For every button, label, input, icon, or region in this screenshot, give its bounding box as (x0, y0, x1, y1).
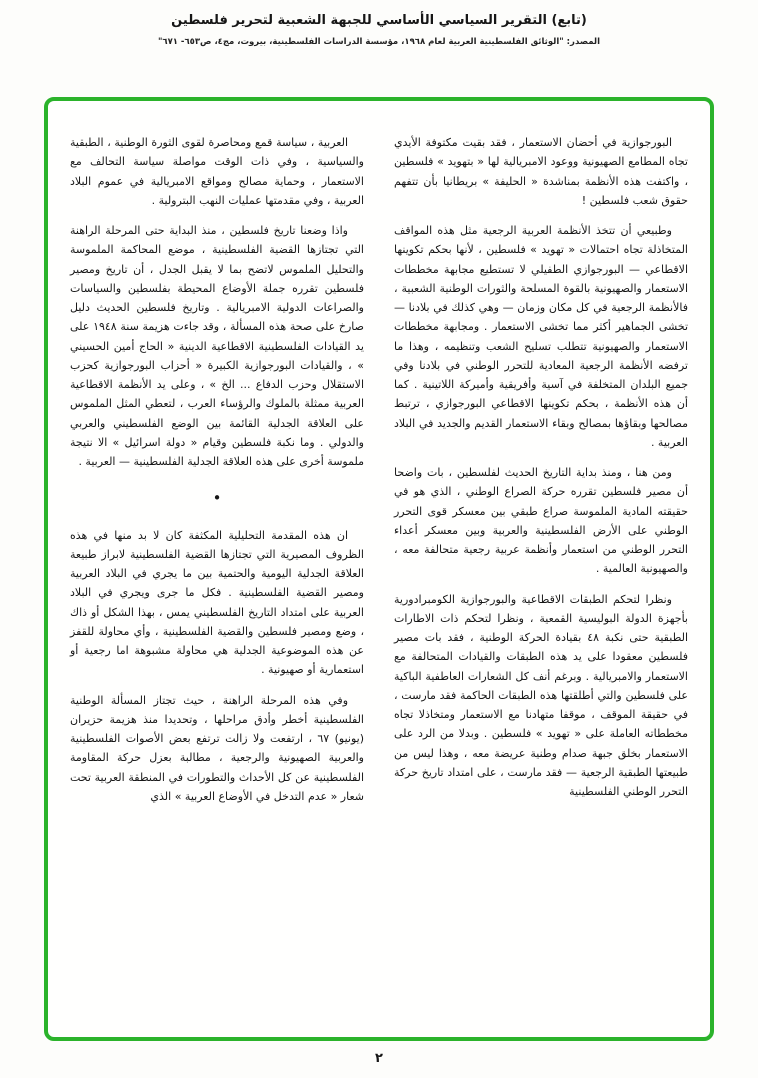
page-header (0, 0, 758, 47)
paragraph: ونظرا لتحكم الطبقات الاقطاعية والبورجوازية الكومبرادورية بأجهزة الدولة البوليسية القمعية ، ونظرا لتحكم ذات الاطارات الطبقية حتى نكبة ٤٨ بقيادة الحركة الوطنية ، فقد بات مصير فلسطين معقودا على يد هذه الطبقات والقيادات المتحالفة مع الاستعمار والامبريالية . وبرغم أنف كل الشعارات العاطفية الباكية على فلسطين والتي أطلقتها هذه الطبقات الحاكمة فقد مارست ، في حقيقة الموقف ، موقفا متهادنا مع الاستعمار ومتخاذلا تجاه مخططاته العاملة على « تهويد » فلسطين . وبدلا من الرد على الاستعمار بخلق جبهة صدام وطنية عريضة معه ، وهذا ليس من طبيعتها الطبقية الرجعية — فقد مارست ، على امتداد تاريخ حركة التحرر الوطني الفلسطينية (394, 592, 688, 798)
paragraph: العربية ، سياسة قمع ومحاصرة لقوى الثورة الوطنية ، الطبقية والسياسية ، وفي ذات الوقت مواصلة سياسة التحالف مع الاستعمار ، وحماية مصالح ومواقع الامبريالية في عموم البلاد العربية ، وفي مقدمتها عمليات النهب البترولية . (70, 136, 364, 207)
source-citation: المصدر: "الوثائق الفلسطينية العربية لعام ١٩٦٨، مؤسسة الدراسات الفلسطينية، بيروت، مج٤، ص٦٥٣- ٦٧١" (157, 37, 601, 47)
paragraph: وفي هذه المرحلة الراهنة ، حيث تجتاز المسألة الوطنية الفلسطينية أخطر وأدق مراحلها ، وتحديدا منذ هزيمة حزيران (يونيو) ٦٧ ، ارتفعت ولا زالت ترتفع بعض الأصوات الفلسطينية والعربية الصهيونية والرجعية ، مطالبة بعزل حركة المقاومة الفلسطينية عن كل الأحداث والتطورات في المنطقة العربية تحت شعار « عدم التدخل في الأوضاع العربية » الذي (70, 693, 364, 803)
green-frame (44, 97, 714, 1041)
paragraph: ان هذه المقدمة التحليلية المكثفة كان لا بد منها في هذه الظروف المصيرية التي تجتازها القضية الفلسطينية لابراز طبيعة العلاقة الجدلية اليومية والحتمية بين ما يجري في البلاد العربية ومصير القضية الفلسطينية . فكل ما جرى ويجري في البلاد العربية على امتداد التاريخ الفلسطيني يمس ، بهذا الشكل أو ذاك ، وضع ومصير فلسطين والقضية الفلسطينية ، وأي محاولة للقفز عن هذه الموضوعية الجدلية هي محاولة مشبوهة اما رجعية أو استعمارية أو صهيونية . (70, 528, 364, 677)
bullet-separator: • (212, 489, 222, 508)
paragraph: وطبيعي أن تتخذ الأنظمة العربية الرجعية مثل هذه المواقف المتخاذلة تجاه احتمالات « تهويد » فلسطين ، لأنها بحكم تكوينها الاقطاعي — البورجوازي الطفيلي لا تستطيع مجابهة مخططات الاستعمار والصهيونية بالقوة المسلحة والثورات الوطنية الشعبية ، فالأنظمة الرجعية في كل مكان وزمان — وهي كذلك في بلادنا — تخشى الجماهير أكثر مما تخشى الاستعمار . ومجابهة مخططات الاستعمار والصهيونية تتطلب تسليح الشعب وتنظيمه ، وهذا ما ترفضه الأنظمة الرجعية المعادية للتحرر الوطني في بلادنا وفي جميع البلدان المتخلفة في آسية وأفريقية وأميركة اللاتينية . كما أن هذه الأنظمة ، بحكم تكوينها الاقطاعي البورجوازي ، ترتبط مصالحها وبقاؤها بمصالح وبقاء الاستعمار القديم والجديد في البلاد العربية . (394, 224, 688, 449)
paragraph: ومن هنا ، ومنذ بداية التاريخ الحديث لفلسطين ، بات واضحا أن مصير فلسطين تقرره حركة الصراع الوطني ، الذي هو في حقيقته المادية الملموسة صراع طبقي بين معسكر قوى التحرر الوطني على الأرض الفلسطينية والعربية وبين معسكر أعداء التحرر الوطني من استعمار وأنظمة عربية رجعية متحالفة معه ، والصهيونية العالمية . (394, 466, 688, 576)
paragraph: واذا وضعنا تاريخ فلسطين ، منذ البداية حتى المرحلة الراهنة التي تجتازها القضية الفلسطينية ، موضع المحاكمة الملموسة والتحليل الملموس لاتضح بما لا يقبل الجدل ، أن تاريخ ومصير فلسطين تقرره جملة الأوضاع المحيطة بفلسطين والسياسات والصراعات الدولية الامبريالية . وتاريخ فلسطين الحديث دليل صارخ على صحة هذه المسألة ، وقد جاءت هزيمة سنة ١٩٤٨ على يد القيادات الفلسطينية الاقطاعية الدينية « الحاج أمين الحسيني » ، والقيادات البورجوازية الكبيرة « أحزاب البورجوازية كحزب الاستقلال وحزب الدفاع ... الخ » ، وعلى يد الأنظمة الاقطاعية العربية ممثلة بالملوك والرؤساء العرب ، لتعطي المثل الملموس على العلاقة الجدلية القائمة بين الوضع الفلسطيني والعربي والدولي . وما نكبة فلسطين وقيام « دولة اسرائيل » الا نتيجة ملموسة أخرى على هذه العلاقة الجدلية الفلسطينية — العربية . (70, 224, 365, 468)
text-columns (48, 101, 710, 1037)
page-number: ٢ (375, 1051, 383, 1066)
paragraph: البورجوازية في أحضان الاستعمار ، فقد بقيت مكتوفة الأيدي تجاه المطامع الصهيونية ووعود الامبريالية لها « بتهويد » فلسطين ، واكتفت هذه الأنظمة بمناشدة « الحليفة » بريطانيا بأن تتفهم حقوق شعب فلسطين ! (394, 136, 688, 207)
document-title: (تابع) التقرير السياسي الأساسي للجبهة الشعبية لتحرير فلسطين (171, 13, 587, 28)
column-left (70, 133, 364, 1021)
column-right (394, 133, 688, 1021)
